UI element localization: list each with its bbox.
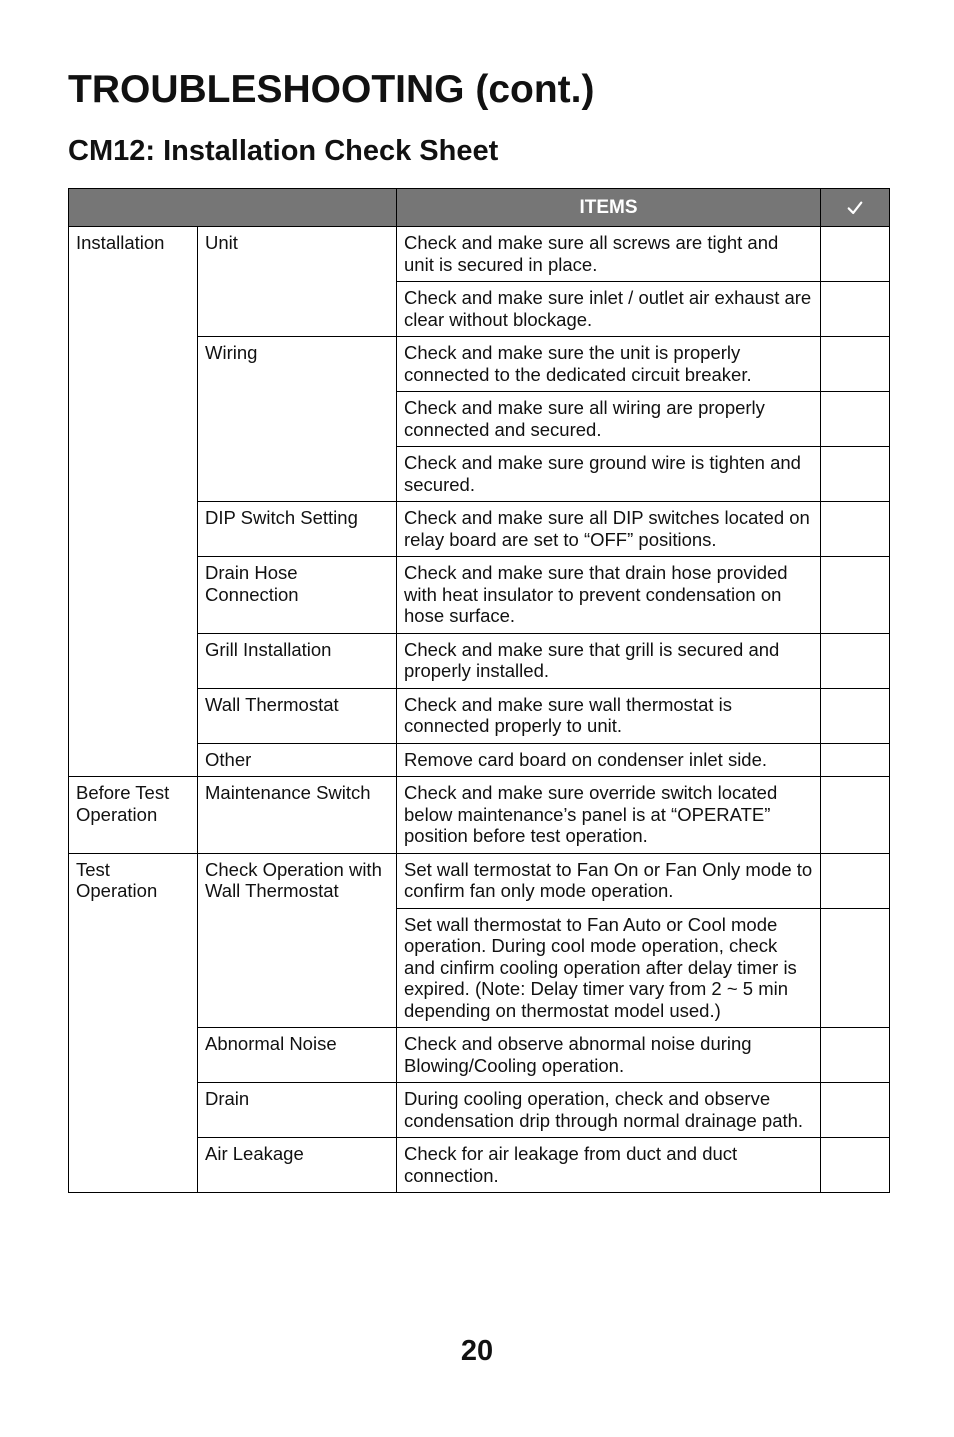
subject-cell: Maintenance Switch — [198, 777, 397, 854]
check-box-cell — [821, 908, 890, 1028]
check-box-cell — [821, 227, 890, 282]
category-cell: Before Test Operation — [69, 777, 198, 854]
check-box-cell — [821, 1083, 890, 1138]
item-cell: Check and make sure inlet / outlet air exhaust are clear without blockage. — [397, 282, 821, 337]
table-header-row — [69, 189, 890, 227]
subject-cell: Drain — [198, 1083, 397, 1138]
subject-cell: Drain Hose Connection — [198, 557, 397, 634]
item-cell: Check and make sure that grill is secured and properly installed. — [397, 633, 821, 688]
item-cell: Check and make sure wall thermostat is connected properly to unit. — [397, 688, 821, 743]
item-cell: Check and make sure override switch located below maintenance’s panel is at “OPERATE” position before test operation. — [397, 777, 821, 854]
category-cell: Test Operation — [69, 853, 198, 1193]
item-cell: Set wall thermostat to Fan Auto or Cool mode operation. During cool mode operation, check and cinfirm cooling operation after delay timer is expired. (Note: Delay timer vary from 2 ~ 5 min depending on thermostat model used.) — [397, 908, 821, 1028]
check-box-cell — [821, 337, 890, 392]
subject-cell: DIP Switch Setting — [198, 502, 397, 557]
item-cell: Check and make sure all screws are tight and unit is secured in place. — [397, 227, 821, 282]
subject-cell: Check Operation with Wall Thermostat — [198, 853, 397, 1028]
check-box-cell — [821, 688, 890, 743]
item-cell: Check and make sure all wiring are properly connected and secured. — [397, 392, 821, 447]
item-cell: Check and make sure all DIP switches located on relay board are set to “OFF” positions. — [397, 502, 821, 557]
subject-cell: Unit — [198, 227, 397, 337]
item-cell: Check and make sure ground wire is tighten and secured. — [397, 447, 821, 502]
header-items: ITEMS — [397, 189, 821, 227]
check-box-cell — [821, 743, 890, 777]
check-box-cell — [821, 777, 890, 854]
item-cell: Check for air leakage from duct and duct connection. — [397, 1138, 821, 1193]
item-cell: Check and make sure that drain hose provided with heat insulator to prevent condensation on hose surface. — [397, 557, 821, 634]
table-row — [69, 777, 890, 854]
item-cell: Check and observe abnormal noise during Blowing/Cooling operation. — [397, 1028, 821, 1083]
check-box-cell — [821, 633, 890, 688]
subject-cell: Other — [198, 743, 397, 777]
check-box-cell — [821, 853, 890, 908]
check-box-cell — [821, 502, 890, 557]
subject-cell: Air Leakage — [198, 1138, 397, 1193]
item-cell: Remove card board on condenser inlet side. — [397, 743, 821, 777]
check-box-cell — [821, 392, 890, 447]
check-box-cell — [821, 1138, 890, 1193]
subject-cell: Wiring — [198, 337, 397, 502]
subject-cell: Wall Thermostat — [198, 688, 397, 743]
header-blank-cell — [69, 189, 397, 227]
installation-check-table — [68, 188, 890, 1193]
category-cell: Installation — [69, 227, 198, 777]
item-cell: Check and make sure the unit is properly connected to the dedicated circuit breaker. — [397, 337, 821, 392]
section-subtitle: CM12: Installation Check Sheet — [68, 135, 499, 167]
check-box-cell — [821, 557, 890, 634]
table-row — [69, 853, 890, 908]
table-row — [69, 227, 890, 282]
item-cell: During cooling operation, check and observe condensation drip through normal drainage path. — [397, 1083, 821, 1138]
page-number: 20 — [460, 1335, 494, 1367]
subject-cell: Grill Installation — [198, 633, 397, 688]
checkmark-icon — [846, 199, 864, 217]
check-box-cell — [821, 282, 890, 337]
check-box-cell — [821, 447, 890, 502]
check-box-cell — [821, 1028, 890, 1083]
subject-cell: Abnormal Noise — [198, 1028, 397, 1083]
header-check-cell — [821, 189, 890, 227]
item-cell: Set wall termostat to Fan On or Fan Only mode to confirm fan only mode operation. — [397, 853, 821, 908]
page-title: TROUBLESHOOTING (cont.) — [68, 68, 595, 111]
